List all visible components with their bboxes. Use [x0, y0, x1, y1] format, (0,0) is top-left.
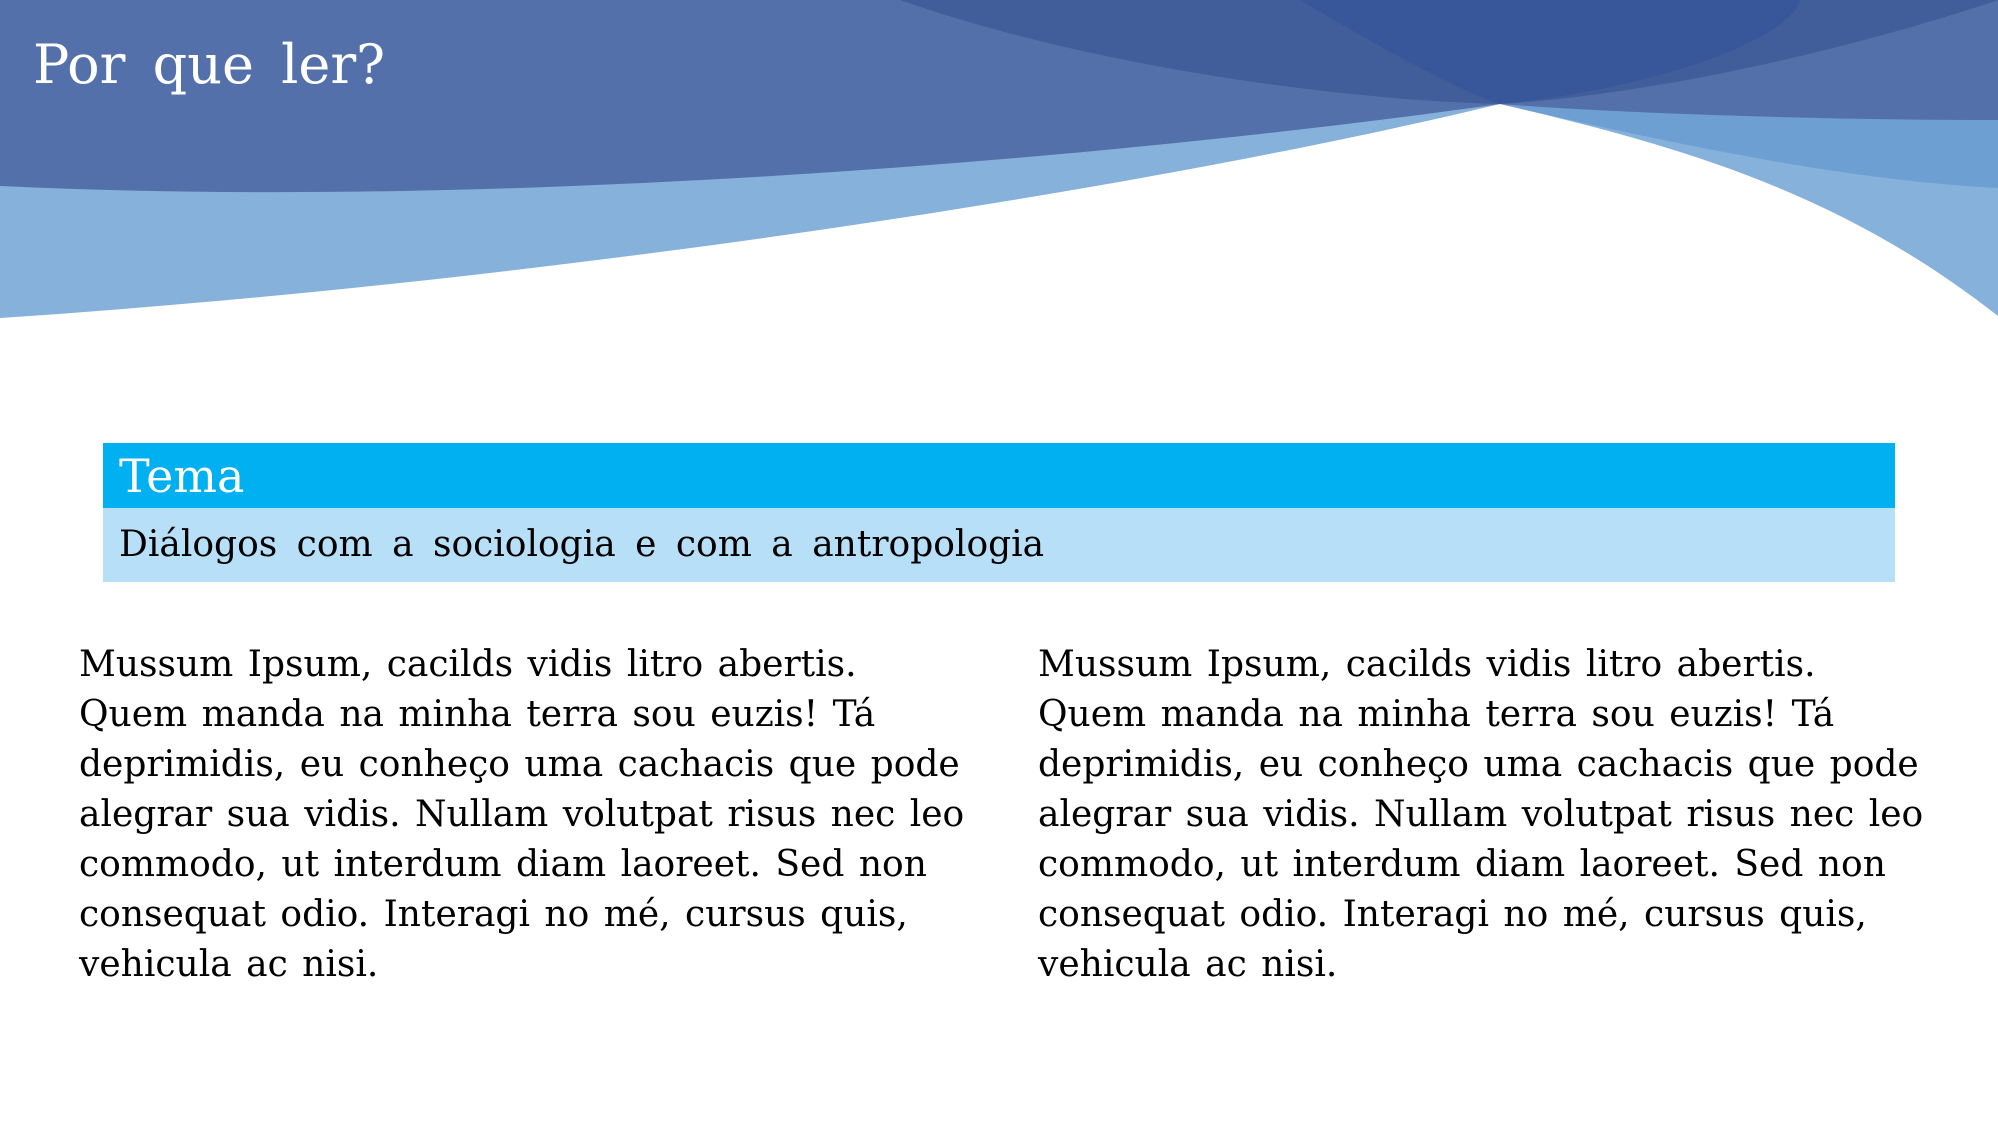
theme-box: [103, 443, 1895, 582]
slide-title: Por que ler?: [33, 33, 386, 96]
theme-text: Diálogos com a sociologia e com a antropologia: [103, 508, 1895, 582]
text-column-left: Mussum Ipsum, cacilds vidis litro abertis. Quem manda na minha terra sou euzis! Tá deprimidis, eu conheço uma cachacis que pode alegrar sua vidis. Nullam volutpat risus nec leo commodo, ut interdum diam laoreet. Sed non consequat odio. Interagi no mé, cursus quis, vehicula ac nisi.: [79, 644, 965, 985]
theme-heading: Tema: [103, 443, 1895, 508]
text-column-right: Mussum Ipsum, cacilds vidis litro abertis. Quem manda na minha terra sou euzis! Tá deprimidis, eu conheço uma cachacis que pode alegrar sua vidis. Nullam volutpat risus nec leo commodo, ut interdum diam laoreet. Sed non consequat odio. Interagi no mé, cursus quis, vehicula ac nisi.: [1038, 644, 1924, 985]
